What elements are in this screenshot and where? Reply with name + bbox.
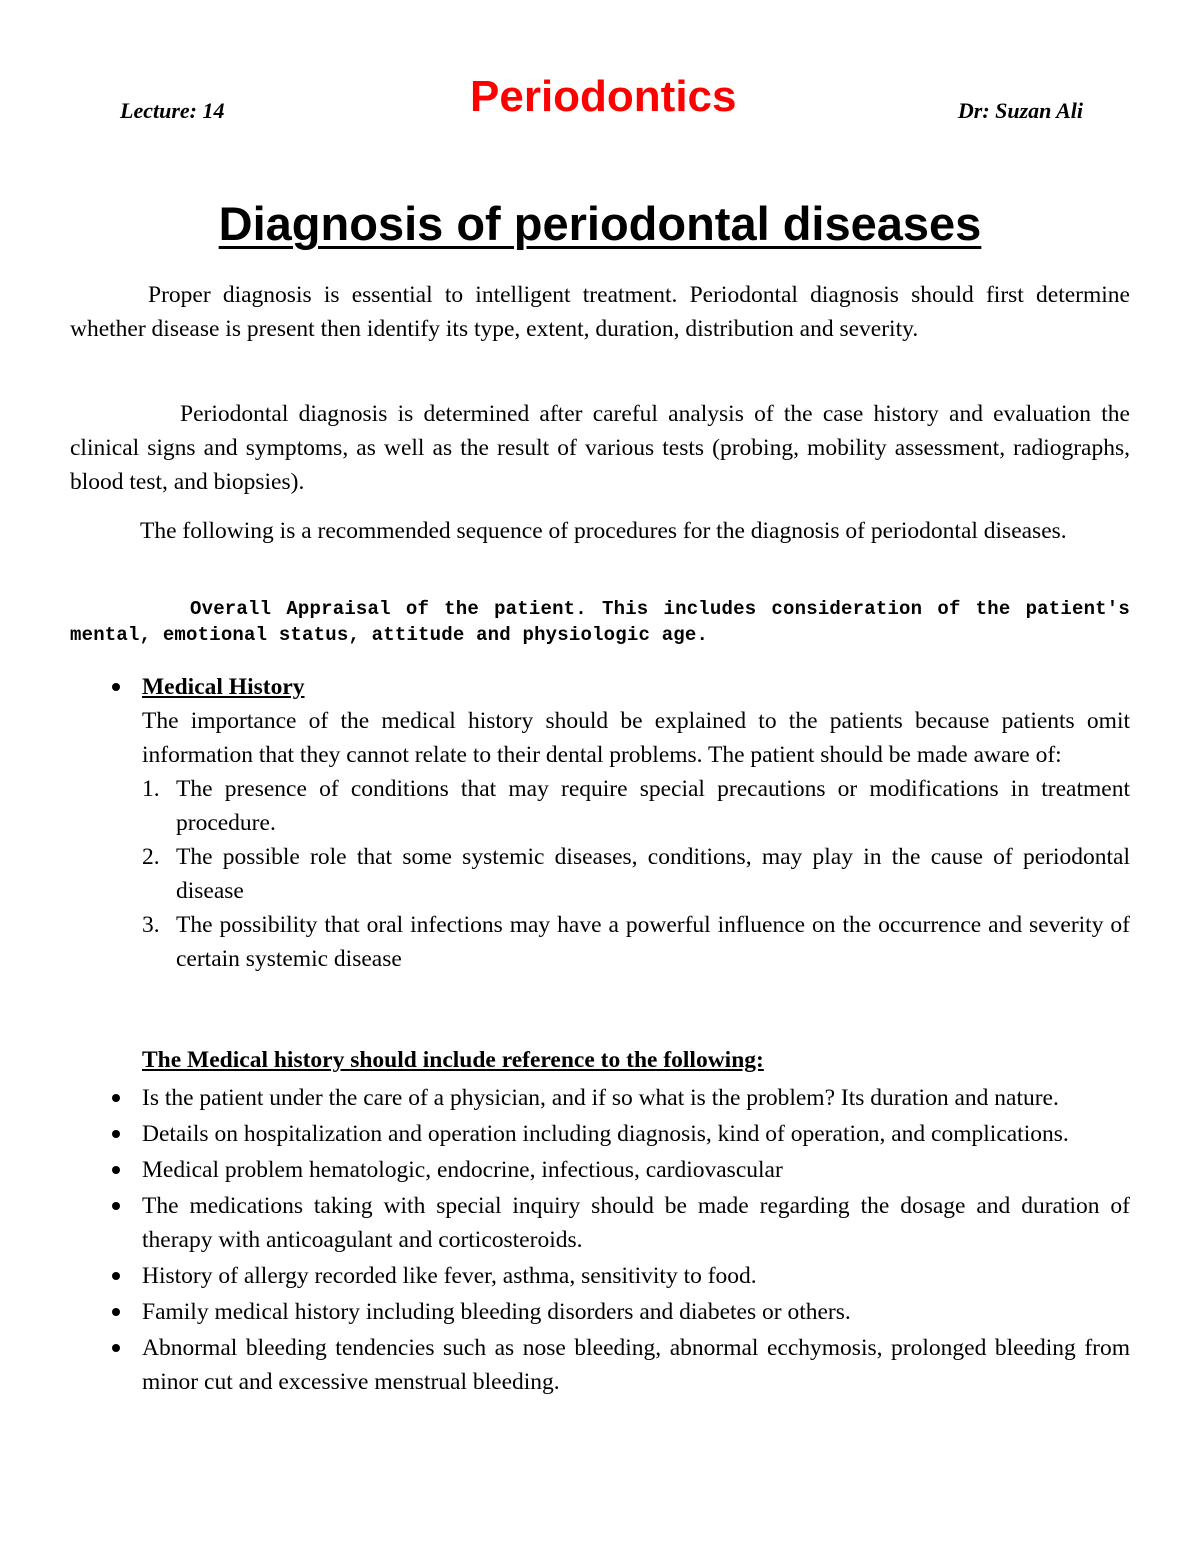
list-item — [70, 1117, 1130, 1151]
list-item — [70, 670, 1130, 704]
item-text: The possibility that oral infections may have a powerful influence on the occurrence and severity of certain systemic disease — [176, 912, 1130, 972]
list-item-text: Details on hospitalization and operation including diagnosis, kind of operation, and complications. — [142, 1121, 1069, 1147]
overall-appraisal: Overall Appraisal of the patient. This includes consideration of the patient's mental, emotional status, attitude and physiologic age. — [70, 598, 1130, 646]
list-item-text: Is the patient under the care of a physician, and if so what is the problem? Its duration and nature. — [142, 1085, 1059, 1111]
numbered-item — [70, 840, 1130, 908]
medical-history-heading: Medical History — [142, 674, 305, 700]
include-list — [70, 1081, 1130, 1401]
include-heading: The Medical history should include reference to the following: — [142, 1047, 764, 1073]
bullet-icon — [108, 1295, 124, 1329]
list-item — [70, 1189, 1130, 1257]
bullet-icon — [108, 1081, 124, 1115]
bullet-icon — [108, 1153, 124, 1187]
item-number: 3. — [142, 912, 160, 938]
lecture-number: Lecture: 14 — [120, 98, 225, 123]
medical-history-intro: The importance of the medical history should be explained to the patients because patients omit information that they cannot relate to their dental problems. The patient should be made aware of: — [142, 708, 1130, 768]
medical-history-section — [70, 670, 1130, 976]
list-item — [70, 1153, 1130, 1187]
author-name: Dr: Suzan Ali — [957, 98, 1083, 123]
numbered-item — [70, 908, 1130, 976]
paragraph-2: Periodontal diagnosis is determined after careful analysis of the case history and evaluation the clinical signs and symptoms, as well as the result of various tests (probing, mobility assessment, radiographs, blood test, and biopsies). — [70, 401, 1130, 495]
bullet-icon — [108, 1189, 124, 1223]
list-item-text: Family medical history including bleeding disorders and diabetes or others. — [142, 1299, 851, 1325]
paragraph-3: The following is a recommended sequence of procedures for the diagnosis of periodontal diseases. — [140, 518, 1067, 544]
list-item — [70, 1081, 1130, 1115]
subject-title: Periodontics — [470, 72, 737, 121]
item-text: The presence of conditions that may require special precautions or modifications in treatment procedure. — [176, 776, 1130, 836]
list-item-text: The medications taking with special inquiry should be made regarding the dosage and duration of therapy with anticoagulant and corticosteroids. — [142, 1193, 1130, 1253]
list-item — [70, 1331, 1130, 1399]
numbered-item — [70, 772, 1130, 840]
item-number: 2. — [142, 844, 160, 870]
page-header — [70, 72, 1130, 132]
paragraph-1: Proper diagnosis is essential to intelligent treatment. Periodontal diagnosis should first determine whether disease is present then identify its type, extent, duration, distribution and severity. — [70, 282, 1130, 342]
document-title: Diagnosis of periodontal diseases — [218, 197, 982, 250]
list-item — [70, 1295, 1130, 1329]
bullet-icon — [108, 1331, 124, 1365]
list-item-text: Abnormal bleeding tendencies such as nose bleeding, abnormal ecchymosis, prolonged bleeding from minor cut and excessive menstrual bleeding. — [142, 1335, 1130, 1395]
bullet-icon — [108, 1117, 124, 1151]
item-text: The possible role that some systemic diseases, conditions, may play in the cause of periodontal disease — [176, 844, 1130, 904]
bullet-icon — [108, 670, 124, 704]
item-number: 1. — [142, 776, 160, 802]
list-item-text: History of allergy recorded like fever, asthma, sensitivity to food. — [142, 1263, 757, 1289]
bullet-icon — [108, 1259, 124, 1293]
list-item-text: Medical problem hematologic, endocrine, infectious, cardiovascular — [142, 1157, 783, 1183]
list-item — [70, 1259, 1130, 1293]
